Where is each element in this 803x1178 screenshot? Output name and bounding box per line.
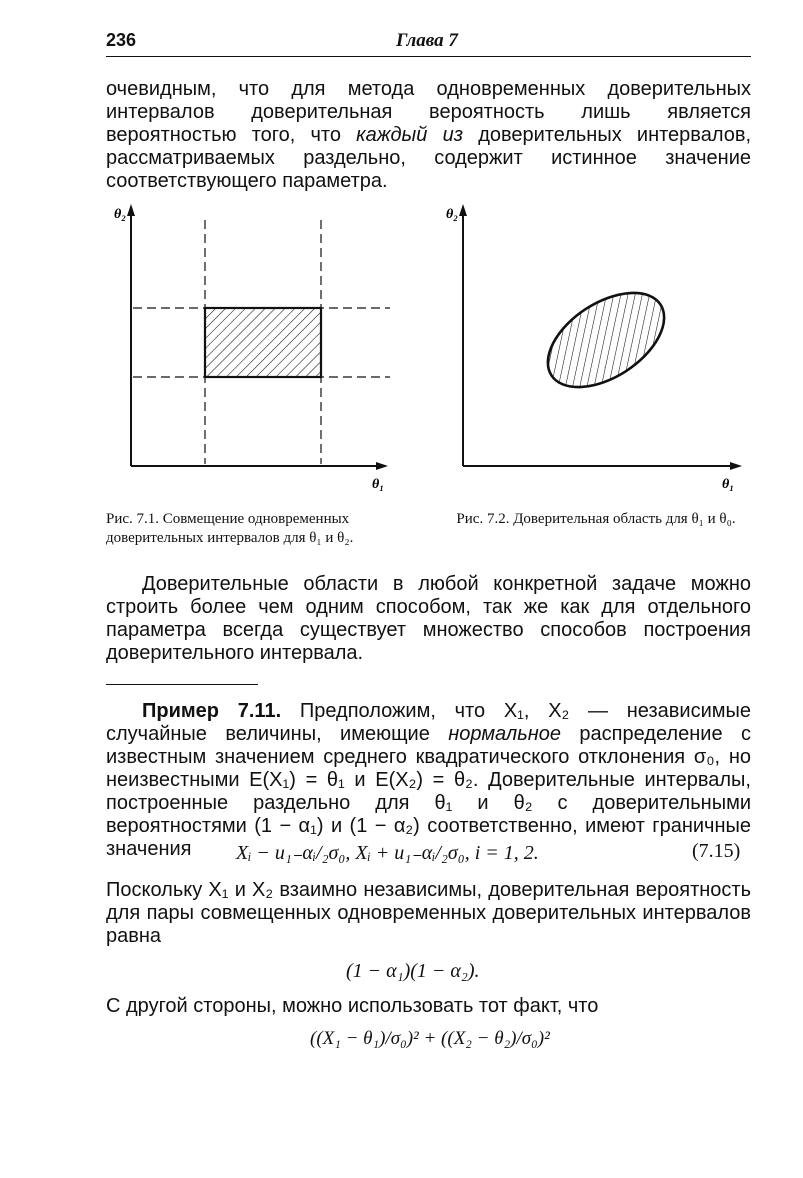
- paragraph-independence: Поскольку X₁ и X₂ взаимно независимы, доверительная вероятность для пары совмещенных одновременных доверительных интервалов равна: [106, 879, 751, 947]
- section-divider: [106, 684, 258, 685]
- x-axis-arrow-icon: [730, 462, 742, 470]
- equation-product: (1 − α₁)(1 − α₂).: [346, 960, 480, 982]
- paragraph-text: доверительных интервалов, рассматриваемых раздельно, содержит истинное значение соответствующего параметра.: [106, 124, 752, 192]
- equation-7-15: Xᵢ − u₁₋αᵢ/₂σ₀, Xᵢ + u₁₋αᵢ/₂σ₀, i = 1, 2.: [236, 842, 539, 864]
- figure-7-1: [100, 196, 400, 496]
- paragraph-text: очевидным, что для метода одновременных доверительных интервалов доверительная вероятность лишь является вероятностью того, что: [106, 78, 751, 146]
- confidence-rectangle: [205, 308, 321, 377]
- page-number: 236: [106, 30, 137, 50]
- emphasis-text: каждый из: [356, 124, 463, 146]
- paragraph-text: распределение с известным значением среднего квадратического отклонения σ₀, но неизвестными E(X₁) = θ₁ и E(X₂) = θ₂. Доверительные интервалы, построенные раздельно для θ₁ и θ₂ с доверительными вероятностями (1 − α₁) и (1 − α₂) соответственно, имеют граничные значения: [106, 723, 751, 860]
- figure-7-2-caption: Рис. 7.2. Доверительная область для θ₁ и θ₀.: [456, 511, 736, 527]
- equation-sum-of-squares: ((X₁ − θ₁)/σ₀)² + ((X₂ − θ₂)/σ₀)²: [310, 1028, 550, 1049]
- chapter-title: Глава 7: [396, 30, 458, 51]
- x-axis-label: θ₁: [722, 477, 735, 492]
- paragraph-other-side: С другой стороны, можно использовать тот факт, что: [106, 995, 599, 1017]
- y-axis-label: θ₂: [114, 207, 127, 222]
- example-7-11: [106, 700, 751, 861]
- y-axis-arrow-icon: [459, 204, 467, 216]
- confidence-ellipse: [531, 274, 680, 407]
- y-axis-label: θ₂: [446, 207, 459, 222]
- equation-number: (7.15): [692, 840, 741, 862]
- figure-7-1-caption: Рис. 7.1. Совмещение одновременных доверительных интервалов для θ₁ и θ₂.: [106, 511, 354, 546]
- x-axis-arrow-icon: [376, 462, 388, 470]
- page-header: [106, 30, 751, 57]
- figure-7-2: [440, 196, 750, 496]
- emphasis-text: нормальное: [448, 723, 561, 745]
- x-axis-label: θ₁: [372, 477, 385, 492]
- example-label: Пример 7.11.: [142, 700, 282, 722]
- y-axis-arrow-icon: [127, 204, 135, 216]
- paragraph-text: Предположим, что X₁, X₂ — независимые случайные величины, имеющие: [106, 700, 751, 745]
- paragraph-continuation: [106, 78, 751, 193]
- paragraph-confidence-regions: Доверительные области в любой конкретной задаче можно строить более чем одним способом, так же как для отдельного параметра всегда существует множество способов построения доверительного интервала.: [106, 573, 751, 664]
